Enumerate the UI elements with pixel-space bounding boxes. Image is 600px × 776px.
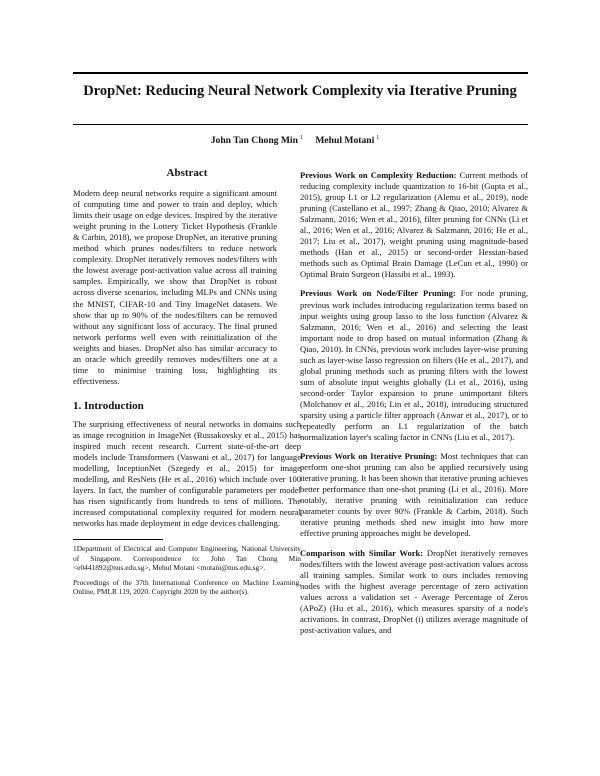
paragraph-heading: Previous Work on Node/Filter Pruning: <box>300 288 456 299</box>
footnote-rule <box>73 539 163 540</box>
author-name: Mehul Motani <box>315 135 375 146</box>
proceedings-footnote: Proceedings of the 37th International Conference on Machine Learning, Online, PMLR 119, 2020. Copyright 2020 by the author(s). <box>73 577 301 597</box>
affiliation-footnote: 1Department of Electrical and Computer Engineering, National University of Singapore. Correspondence to: John Tan Chong Min <e0441892@nus.edu.sg>, Mehul Motani <motani@nus.edu.sg>. <box>73 544 301 573</box>
author-affil: 1 <box>376 135 380 141</box>
related-work-paragraph <box>300 288 528 443</box>
related-work-paragraph <box>300 170 528 280</box>
abstract-heading: Abstract <box>166 167 208 179</box>
title-rule-bottom <box>73 124 528 125</box>
paragraph-heading: Previous Work on Complexity Reduction: <box>300 170 457 180</box>
paragraph-text: For node pruning, previous work includes introducing regularization terms based on input weights using group lasso to the loss function (Alvarez & Salzmann, 2016; Wen et al., 2016) and selecting the least important node to drop based on mutual information (Zhang & Qiao, 2010). In CNNs, previous work includes layer-wise pruning such as layer-wise lasso regression on filters (He et al., 2017), and global pruning methods such as pruning filters with the lowest sum of absolute input weights globally (Li et al., 2016), using second-order Taylor expansion to prune unimportant filters (Molchanov et al., 2016; Lin et al., 2018), introducing structured sparsity using a particle filter approach (Anwar et al., 2017), or to repeatedly perform an L1 regularization of the batch normalization layer's scaling factor in CNNs (Liu et al., 2017). <box>300 288 528 443</box>
left-column <box>73 168 301 602</box>
author-affil: 1 <box>299 135 303 141</box>
author-name: John Tan Chong Min <box>210 135 298 146</box>
title-rule-top <box>73 72 528 74</box>
related-work-paragraph <box>300 451 528 539</box>
paragraph-text: DropNet iteratively removes nodes/filters with the lowest average post-activation values across all training samples. Similar work to ours includes removing nodes with the highest average percentage of zero activation values across a validation set - Average Percentage of Zeros (APoZ) (Hu et al., 2016), which measures sparsity of a node's activations. In contrast, DropNet (i) utilizes average magnitude of post-activation values, and <box>300 547 529 635</box>
paragraph-heading: Comparison with Similar Work: <box>300 547 424 558</box>
paper-title: DropNet: Reducing Neural Network Complexity via Iterative Pruning <box>83 83 517 99</box>
abstract-text: Modern deep neural networks require a significant amount of computing time and power to train and deploy, which limits their usage on edge devices. Inspired by the iterative weight pruning in the Lottery Ticket Hypothesis (Frankle & Carbin, 2018), we propose DropNet, an iterative pruning method which prunes nodes/filters to reduce network complexity. DropNet iteratively removes nodes/filters with the lowest average post-activation value across all training samples. Empirically, we show that DropNet is robust across diverse scenarios, including MLPs and CNNs using the MNIST, CIFAR-10 and Tiny ImageNet datasets. We show that up to 90% of the nodes/filters can be removed without any significant loss of accuracy. The final pruned network performs well even with reinitialization of the weights and biases. DropNet also has similar accuracy to an oracle which greedily removes nodes/filters one at a time to minimise training loss, highlighting its effectiveness. <box>73 188 277 386</box>
paragraph-text: Most techniques that can perform one-shot pruning can also be applied recursively using iterative pruning. It has been shown that iterative pruning achieves better performance than one-shot pruning (Li et al., 2016). More notably, iterative pruning with reinitialization can reduce parameter counts by over 90% (Frankle & Carbin, 2018). Such iterative pruning methods shed new insight into how more effective pruning approaches might be developed. <box>300 451 529 539</box>
intro-text: The surprising effectiveness of neural networks in domains such as image recognition in ImageNet (Russakovsky et al., 2015) has inspired much recent research. Current state-of-the-art deep models include Transformers (Vaswani et al., 2017) for language modelling, InceptionNet (Szegedy et al., 2015) for image modelling, and ResNets (He et al., 2016) which include over 100 layers. In fact, the number of configurable parameters per model has risen significantly from hundreds to tens of millions. The increased computational complexity required for modern neural networks has made deployment in edge devices challenging. <box>73 418 301 529</box>
paragraph-heading: Previous Work on Iterative Pruning: <box>300 451 438 462</box>
author-line <box>60 135 540 146</box>
related-work-paragraph <box>300 548 528 636</box>
intro-heading: 1. Introduction <box>73 399 144 412</box>
paragraph-text: Current methods of reducing complexity include quantization to 16-bit (Gupta et al., 2015), group L1 or L2 regularization (Alemu et al., 2019), node pruning (Castellano et al., 1997; Zhang & Qiao, 2010; Alvarez & Salzmann, 2016; Wen et al., 2016), filter pruning for CNNs (Li et al., 2016; Wen et al., 2016; Alvarez & Salzmann, 2016; He et al., 2017; Liu et al., 2017), weight pruning using magnitude-based methods (Han et al., 2015) or second-order Hessian-based methods such as Optimal Brain Damage (LeCun et al., 1990) or Optimal Brain Surgeon (Hassibi et al., 1993). <box>300 170 528 280</box>
right-column <box>300 170 528 644</box>
